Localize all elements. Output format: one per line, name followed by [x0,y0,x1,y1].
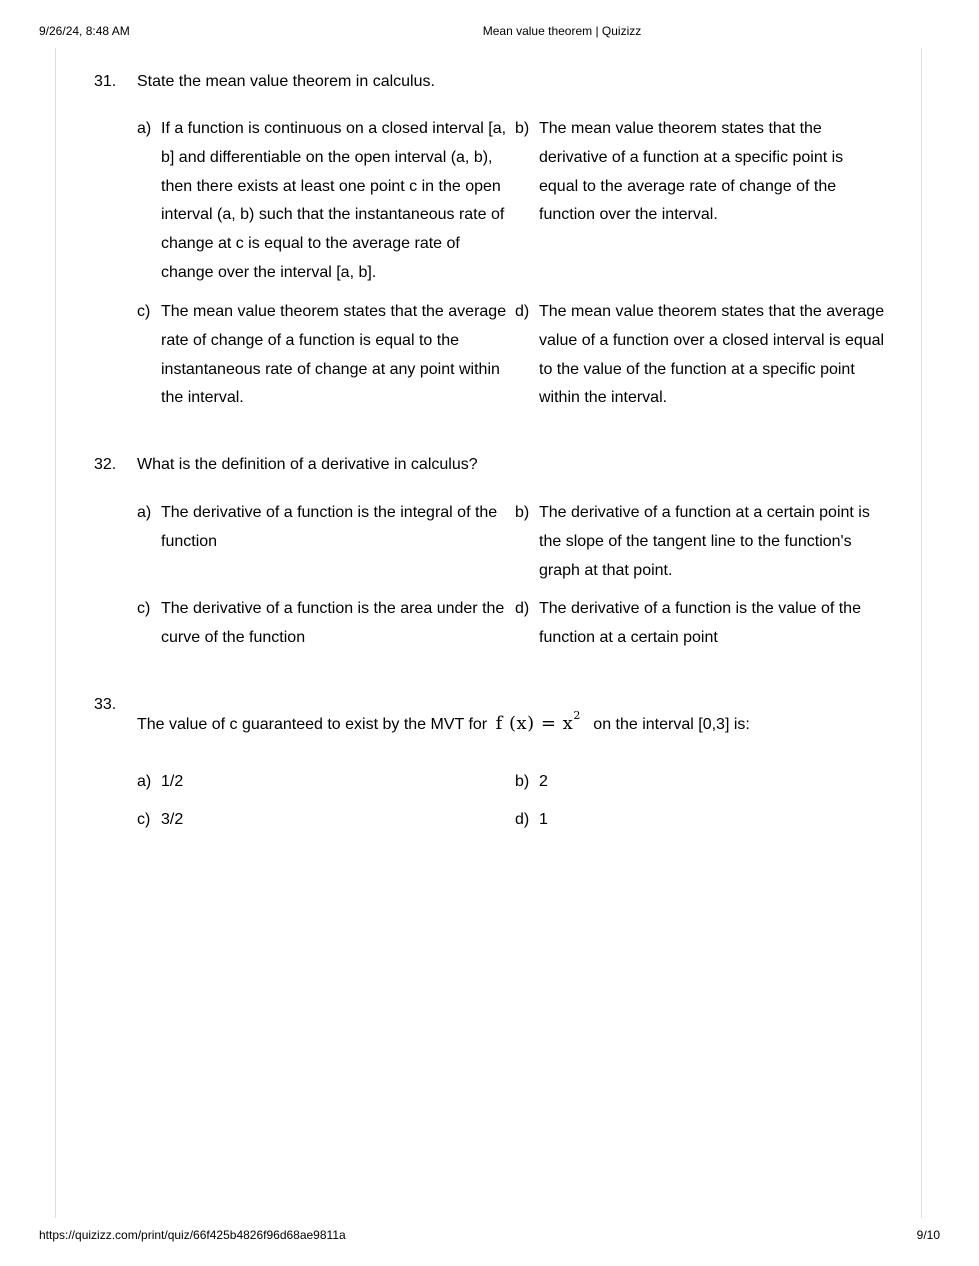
option-a [137,115,507,288]
option-c [137,806,507,835]
option-d [515,806,885,835]
right-page-border [921,48,922,1218]
option-text: 1 [539,811,548,828]
option-c [137,595,507,653]
option-text: The mean value theorem states that the average value of a function over a closed interval is equal to the value of the function at a specific point within the interval. [539,303,885,407]
option-letter: a) [137,120,152,137]
question-number: 32. [94,456,117,473]
option-d [515,595,885,653]
option-d [515,298,885,413]
option-b [515,115,885,230]
math-base: f (x) = x [495,713,574,734]
option-b [515,768,885,797]
option-text: The derivative of a function is the value of the function at a certain point [539,600,861,646]
question-number: 33. [94,696,117,713]
question-text-before: The value of c guaranteed to exist by the MVT for [137,716,488,733]
math-formula [495,709,581,734]
option-letter: a) [137,504,152,521]
option-letter: b) [515,773,530,790]
question-text-after: on the interval [0,3] is: [593,716,750,733]
question-text: What is the definition of a derivative in calculus? [137,456,478,473]
math-exponent: 2 [573,709,581,722]
option-letter: c) [137,600,151,617]
option-a [137,499,507,557]
left-page-border [55,48,56,1218]
option-text: 1/2 [161,773,184,790]
option-c [137,298,507,413]
option-letter: a) [137,773,152,790]
option-letter: b) [515,120,530,137]
print-url: https://quizizz.com/print/quiz/66f425b4826f96d68ae9811a [39,1228,346,1242]
question-text [137,709,877,735]
option-letter: d) [515,600,530,617]
option-text: 2 [539,773,548,790]
option-letter: c) [137,303,151,320]
option-text: The mean value theorem states that the derivative of a function at a specific point is equal to the average rate of change of the function over the interval. [539,120,844,224]
option-text: If a function is continuous on a closed interval [a, b] and differentiable on the open interval (a, b), then there exists at least one point c in the open interval (a, b) such that the instantaneous rate of change at c is equal to the average rate of change over the interval [a, b]. [161,120,507,281]
option-letter: c) [137,811,151,828]
option-text: 3/2 [161,811,184,828]
option-text: The derivative of a function is the integral of the function [161,504,498,550]
print-datetime: 9/26/24, 8:48 AM [39,24,130,38]
print-header [0,24,979,40]
print-page-number: 9/10 [916,1228,940,1242]
option-letter: b) [515,504,530,521]
option-b [515,499,885,585]
question-number: 31. [94,73,117,90]
option-letter: d) [515,811,530,828]
option-text: The derivative of a function at a certain point is the slope of the tangent line to the function's graph at that point. [539,504,870,579]
option-text: The mean value theorem states that the average rate of change of a function is equal to the instantaneous rate of change at any point within the interval. [161,303,507,407]
print-footer [0,1228,979,1244]
option-letter: d) [515,303,530,320]
question-text: State the mean value theorem in calculus. [137,73,435,90]
option-a [137,768,507,797]
print-title: Mean value theorem | Quizizz [482,24,642,38]
option-text: The derivative of a function is the area under the curve of the function [161,600,505,646]
